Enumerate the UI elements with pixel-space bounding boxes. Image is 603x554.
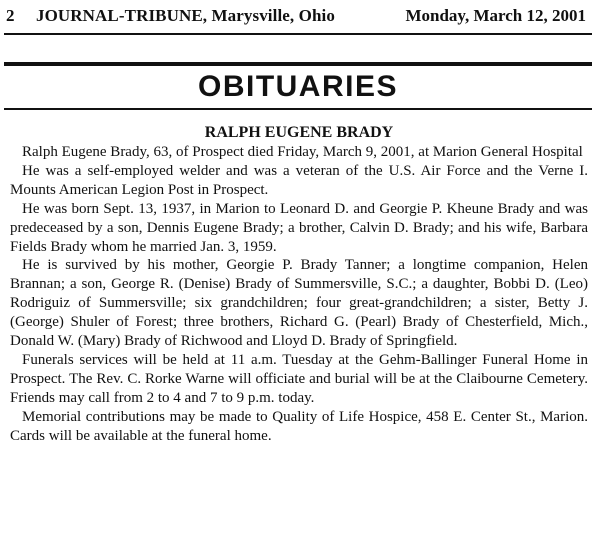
- issue-date: Monday, March 12, 2001: [405, 6, 586, 25]
- header-divider: [4, 33, 592, 35]
- newspaper-masthead: JOURNAL-TRIBUNE, Marysville, Ohio: [36, 6, 335, 25]
- obituary-paragraph: He is survived by his mother, Georgie P. Brady Tanner; a longtime companion, Helen Brannan; a son, George R. (Denise) Brady of Summersville, S.C.; a daughter, Bobbi D. (Leo) Rodriguiz of Summersville; six grandchildren; four great-grandchildren; a sister, Betty J. (George) Shuler of Forest; three brothers, Richard G. (Pearl) Brady of Chesterfield, Mich., Donald W. (Mary) Brady of Richwood and Lloyd D. Brady of Springfield.: [10, 257, 588, 350]
- obituary-paragraph: Funerals services will be held at 11 a.m. Tuesday at the Gehm-Ballinger Funeral Home in Prospect. The Rev. C. Rorke Warne will officiate and burial will be at the Claibourne Cemetery. Friends may call from 2 to 4 and 7 to 9 p.m. today.: [10, 351, 588, 406]
- page-number: 2: [6, 6, 15, 25]
- obituary-paragraph: Memorial contributions may be made to Quality of Life Hospice, 458 E. Center St., Marion. Cards will be available at the funeral home.: [10, 408, 588, 444]
- section-rule-bottom: [4, 108, 592, 110]
- page-header: [4, 4, 592, 28]
- section-title: OBITUARIES: [197, 70, 398, 103]
- obituary-paragraph: Ralph Eugene Brady, 63, of Prospect died Friday, March 9, 2001, at Marion General Hospital: [22, 144, 583, 160]
- obituary-article: [10, 122, 588, 446]
- obituary-name: RALPH EUGENE BRADY: [204, 124, 394, 141]
- section-rule-top: [4, 62, 592, 66]
- obituary-paragraph: He was a self-employed welder and was a veteran of the U.S. Air Force and the Verne I. Mounts American Legion Post in Prospect.: [10, 162, 588, 198]
- obituary-body: [10, 143, 588, 446]
- obituary-paragraph: He was born Sept. 13, 1937, in Marion to Leonard D. and Georgie P. Kheune Brady and was predeceased by a son, Dennis Eugene Brady; a brother, Calvin D. Brady; and his wife, Barbara Fields Brady whom he married Jan. 3, 1959.: [10, 200, 588, 255]
